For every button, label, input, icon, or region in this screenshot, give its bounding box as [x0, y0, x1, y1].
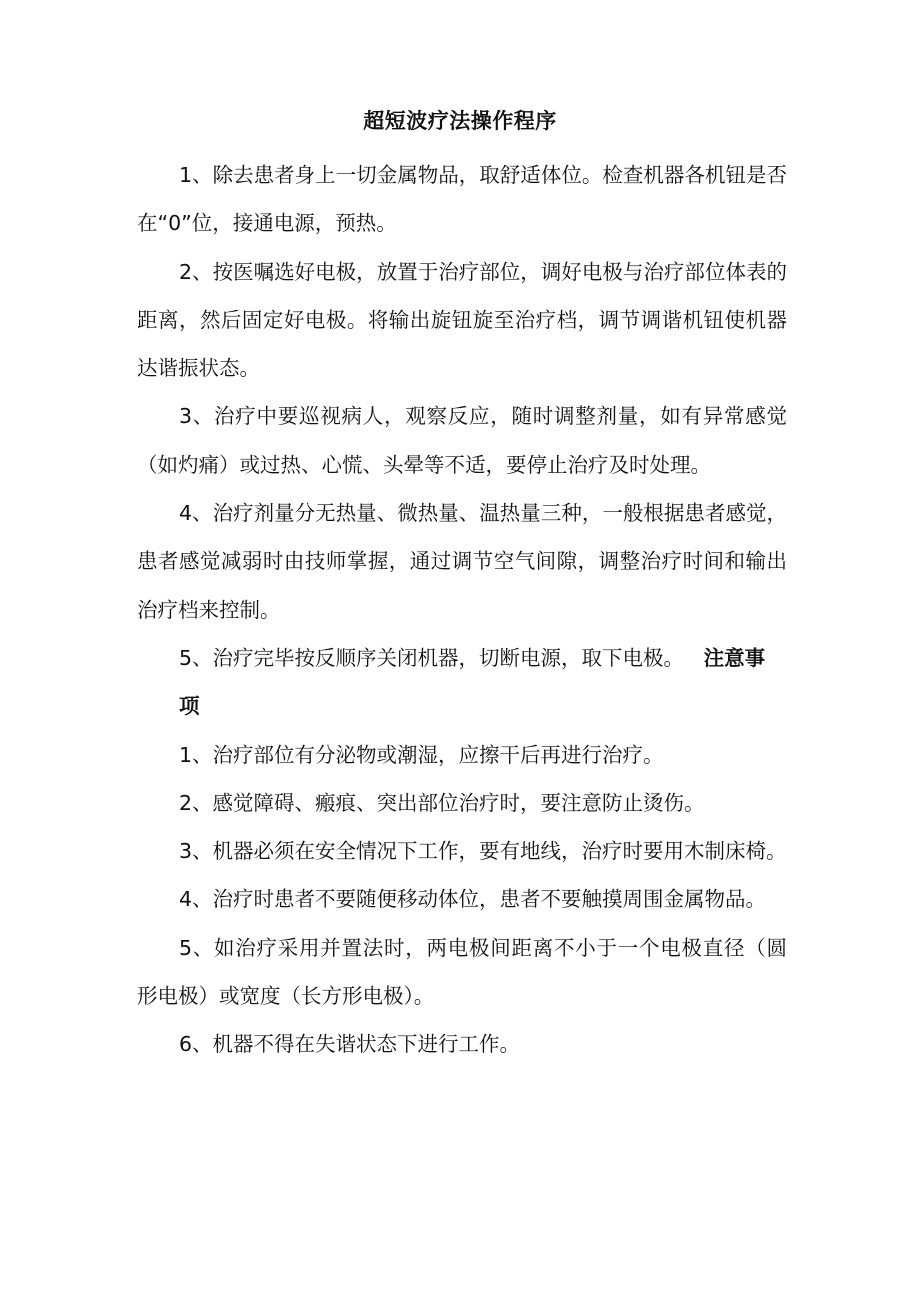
note-item-3: 3、机器必须在安全情况下工作，要有地线，治疗时要用木制床椅。 [179, 839, 787, 864]
procedure-step-1: 1、除去患者身上一切金属物品，取舒适体位。检查机器各机钮是否在“0”位，接通电源，预热。 [137, 163, 787, 236]
procedure-step-5-text: 5、治疗完毕按反顺序关闭机器，切断电源，取下电极。 [179, 645, 685, 670]
notes-heading-part2: 项 [179, 694, 200, 719]
note-item-5: 5、如治疗采用并置法时，两电极间距离不小于一个电极直径（圆 形电极）或宽度（长方形电极）。 [137, 935, 787, 1009]
note-item-6: 6、机器不得在失谐状态下进行工作。 [179, 1032, 521, 1057]
note-item-1: 1、治疗部位有分泌物或潮湿，应擦干后再进行治疗。 [179, 742, 664, 767]
procedure-step-3: 3、治疗中要巡视病人，观察反应，随时调整剂量，如有异常感觉（如灼痛）或过热、心慌、头晕等不适，要停止治疗及时处理。 [137, 404, 787, 477]
procedure-step-4: 4、治疗剂量分无热量、微热量、温热量三种，一般根据患者感觉，患者感觉减弱时由技师掌握，通过调节空气间隙，调整治疗时间和输出治疗档来控制。 [137, 501, 787, 622]
notes-heading-part1: 注意事 [703, 645, 766, 670]
document-body [137, 151, 787, 1069]
procedure-step-5 [137, 634, 787, 682]
note-item-2: 2、感觉障碍、瘢痕、突出部位治疗时，要注意防止烫伤。 [179, 790, 705, 815]
procedure-step-2: 2、按医嘱选好电极，放置于治疗部位，调好电极与治疗部位体表的距离，然后固定好电极。将输出旋钮旋至治疗档，调节调谐机钮使机器达谐振状态。 [137, 259, 787, 381]
document-title: 超短波疗法操作程序 [363, 109, 557, 133]
note-item-4: 4、治疗时患者不要随便移动体位，患者不要触摸周围金属物品。 [179, 887, 767, 912]
